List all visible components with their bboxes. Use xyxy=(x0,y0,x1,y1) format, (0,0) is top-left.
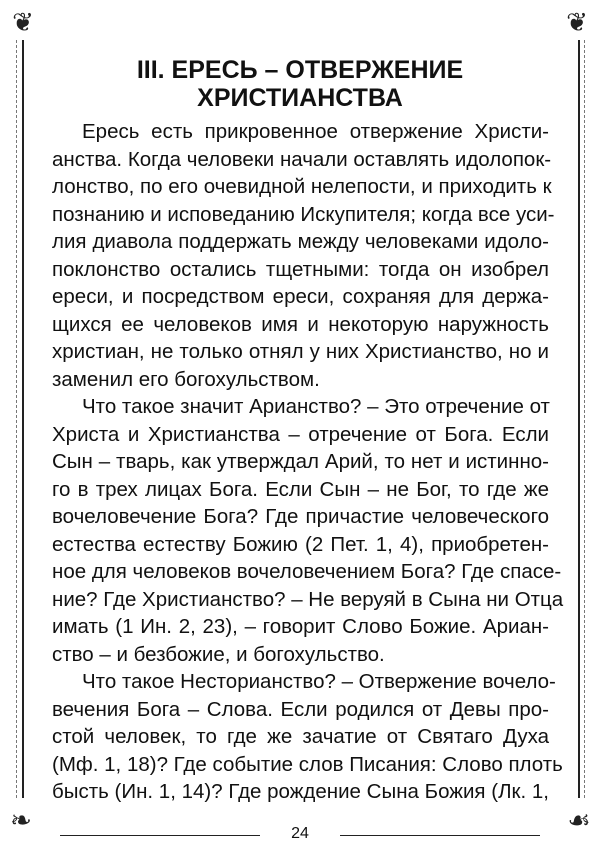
title-line: III. ЕРЕСЬ – ОТВЕРЖЕНИЕ xyxy=(136,56,464,84)
ornament-bottom-left-icon: ❧ xyxy=(10,805,32,835)
ornament-bottom-right-icon: ☙ xyxy=(567,805,591,835)
text-line: Что такое значит Арианство? – Это отречение от xyxy=(82,395,550,418)
text-line: имать (1 Ин. 2, 23), – говорит Слово Божие. Ариан- xyxy=(52,615,549,638)
text-line: Сын – тварь, как утверждал Арий, то нет и истинно- xyxy=(52,450,549,473)
text-line: ереси, и посредством ереси, сохраняя для держа- xyxy=(52,285,549,308)
border-right xyxy=(578,40,580,798)
ornament-top-right-icon: ❦ xyxy=(566,7,588,37)
text-line: Христа и Христианства – отречение от Бога. Если xyxy=(52,422,549,446)
page-footer xyxy=(60,824,540,844)
paragraph xyxy=(52,393,564,668)
text-line: вочеловечение Бога? Где причастие человеческого xyxy=(52,505,549,528)
text-line: (Мф. 1, 18)? Где событие слов Писания: Слово плоть xyxy=(52,752,563,776)
text-line: ство – и безбожие, и богохульство. xyxy=(52,642,385,666)
text-line: ное для человеков вочеловечением Бога? Где спасе- xyxy=(52,560,562,583)
text-line: ние? Где Христианство? – Не веруяй в Сына ни Отца xyxy=(52,587,564,611)
border-left-inner xyxy=(16,40,17,798)
chapter-title xyxy=(40,56,560,112)
text-line: познанию и исповеданию Искупителя; когда все уси- xyxy=(52,202,555,226)
page-number: 24 xyxy=(291,825,309,842)
border-left xyxy=(22,40,24,798)
border-right-inner xyxy=(584,40,585,798)
text-line: христиан, не только отнял у них Христианство, но и xyxy=(52,340,549,363)
paragraph xyxy=(52,118,555,393)
text-line: поклонство остались тщетными: тогда он изобрел xyxy=(52,257,549,281)
text-line: естества естеству Божию (2 Пет. 1, 4), приобретен- xyxy=(52,532,549,556)
text-line: го в трех лицах Бога. Если Сын – не Бог, то где же xyxy=(52,477,549,501)
text-line: заменил его богохульством. xyxy=(52,367,320,391)
text-line: лия диавола поддержать между человеками идоло- xyxy=(52,230,549,253)
text-line: бысть (Ин. 1, 14)? Где рождение Сына Божия (Лк. 1, xyxy=(52,780,549,803)
text-line: вечения Бога – Слова. Если родился от Девы про- xyxy=(52,697,549,721)
text-line: Ересь есть прикровенное отвержение Христи- xyxy=(82,120,549,143)
text-line: лонство, по его очевидной нелепости, и приходить к xyxy=(52,175,552,198)
title-line: ХРИСТИАНСТВА xyxy=(197,84,403,112)
text-line: щихся ее человеков имя и некоторую наружность xyxy=(52,312,549,336)
text-line: стой человек, то где же зачатие от Святаго Духа xyxy=(52,725,549,748)
body-text xyxy=(52,118,564,806)
text-line: Что такое Несторианство? – Отвержение вочело- xyxy=(82,670,556,693)
paragraph xyxy=(52,668,563,806)
ornament-top-left-icon: ❦ xyxy=(12,7,34,37)
text-line: анства. Когда человеки начали оставлять идолопок- xyxy=(52,147,552,171)
